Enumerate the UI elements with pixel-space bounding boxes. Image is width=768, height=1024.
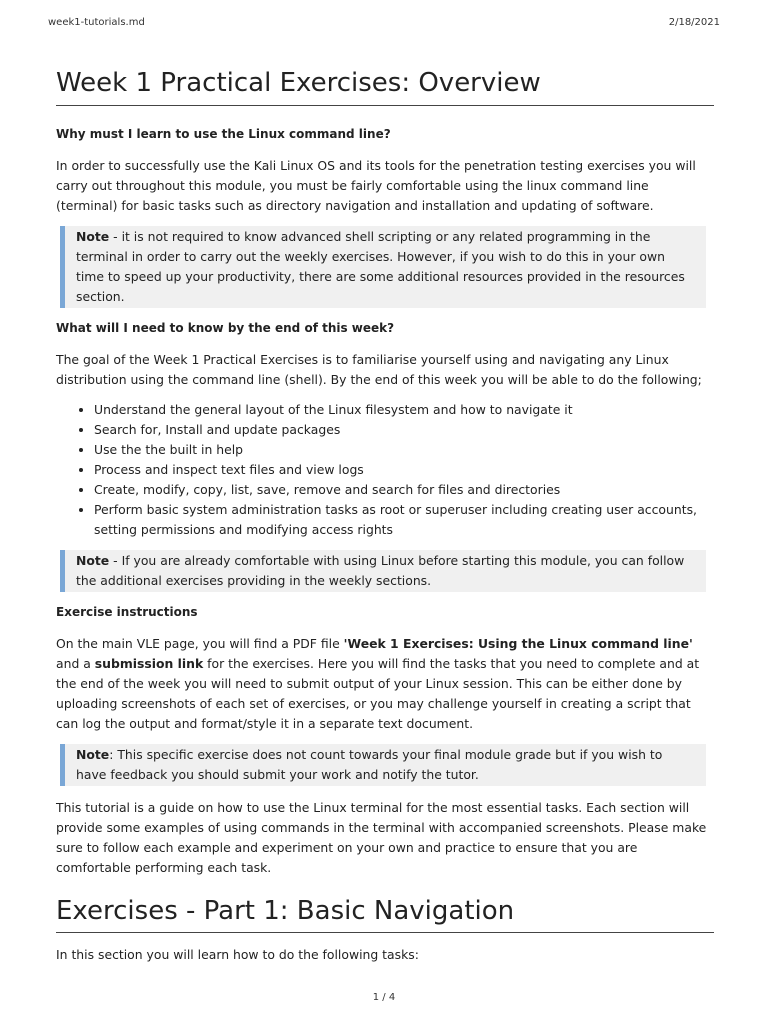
paragraph-goal: The goal of the Week 1 Practical Exercises is to familiarise yourself using and navigating any Linux distribution using the command line (shell). By the end of this week you will be able to do the following;	[56, 352, 702, 387]
question-why-linux: Why must I learn to use the Linux command line?	[56, 127, 391, 141]
paragraph-section-intro: In this section you will learn how to do the following tasks:	[56, 947, 419, 962]
note-box-comfortable	[60, 550, 706, 592]
page-title: Week 1 Practical Exercises: Overview	[56, 66, 714, 106]
list-item: • Use the the built in help	[94, 440, 714, 460]
note-text: : This specific exercise does not count towards your final module grade but if you wish to have feedback you should submit your work and notify the tutor.	[76, 747, 663, 782]
list-item: • Process and inspect text files and view logs	[94, 460, 714, 480]
goals-list	[56, 400, 714, 540]
note-text: - If you are already comfortable with using Linux before starting this module, you can follow the additional exercises providing in the weekly sections.	[76, 553, 685, 588]
heading-exercise-instructions: Exercise instructions	[56, 605, 198, 619]
list-item: • Understand the general layout of the Linux filesystem and how to navigate it	[94, 400, 714, 420]
note-text: - it is not required to know advanced shell scripting or any related programming in the terminal in order to carry out the weekly exercises. However, if you wish to do this in your own time to speed up your productivity, there are some additional resources provided in the resources section.	[76, 229, 685, 304]
document-body	[56, 66, 714, 965]
question-what-to-know: What will I need to know by the end of this week?	[56, 321, 395, 335]
section-title-basic-navigation: Exercises - Part 1: Basic Navigation	[56, 894, 714, 933]
note-box-scripting	[60, 226, 706, 308]
list-item: • Perform basic system administration tasks as root or superuser including creating user accounts, setting permissions and modifying access rights	[94, 500, 714, 540]
pdf-file-name: 'Week 1 Exercises: Using the Linux command line'	[343, 636, 693, 651]
paragraph-intro: In order to successfully use the Kali Linux OS and its tools for the penetration testing exercises you will carry out throughout this module, you must be fairly comfortable using the linux command line (terminal) for basic tasks such as directory navigation and installation and updating of software.	[56, 158, 696, 213]
header-date: 2/18/2021	[668, 17, 720, 28]
note-label: Note	[76, 229, 110, 244]
list-item: • Search for, Install and update packages	[94, 420, 714, 440]
note-box-grade	[60, 744, 706, 786]
list-item: • Create, modify, copy, list, save, remove and search for files and directories	[94, 480, 714, 500]
page-number: 1 / 4	[372, 992, 396, 1003]
note-label: Note	[76, 553, 110, 568]
paragraph-instructions: On the main VLE page, you will find a PDF file 'Week 1 Exercises: Using the Linux command line' and a submission link for the exercises. Here you will find the tasks that you need to complete and at the end of the week you will need to submit output of your Linux session. This can be either done by uploading screenshots of each set of exercises, or you may challenge yourself in creating a script that can log the output and format/style it in a separate text document.	[56, 636, 700, 731]
header-filename: week1-tutorials.md	[48, 17, 145, 28]
paragraph-tutorial-guide: This tutorial is a guide on how to use the Linux terminal for the most essential tasks. Each section will provide some examples of using commands in the terminal with accompanied screenshots. Please make sure to follow each example and experiment on your own and practice to ensure that you are comfortable performing each task.	[56, 800, 707, 875]
submission-link[interactable]: submission link	[94, 656, 204, 671]
note-label: Note	[76, 747, 110, 762]
